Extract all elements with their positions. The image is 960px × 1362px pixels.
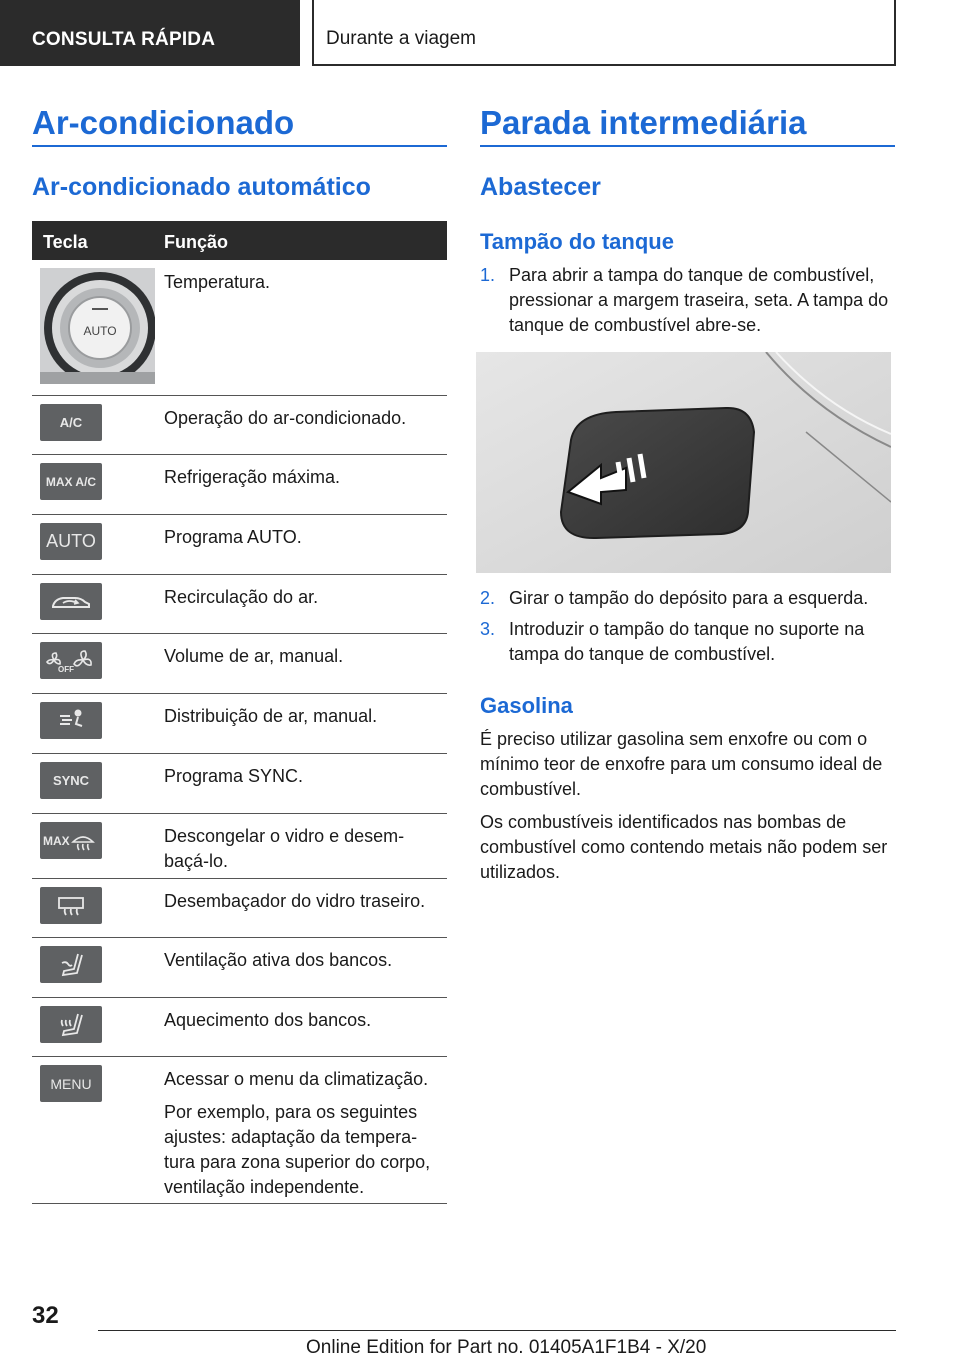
row-function: Desembaçador do vidro traseiro. [164, 891, 426, 911]
table-row [32, 814, 447, 879]
row-function: Operação do ar-condicionado. [164, 408, 407, 428]
row-function: Aquecimento dos bancos. [164, 1010, 372, 1030]
row-function: Programa AUTO. [164, 527, 302, 547]
seat-ventilation-icon [40, 946, 102, 983]
table-row [32, 694, 447, 754]
left-subtitle: Ar-condicionado automático [32, 173, 371, 201]
row-function: Distribuição de ar, manual. [164, 706, 378, 726]
seat-heating-icon [40, 1006, 102, 1043]
row-function: Descongelar o vidro e desem-baçá-lo. [164, 826, 405, 871]
row-function: Ventilação ativa dos bancos. [164, 950, 393, 970]
row-function: Recirculação do ar. [164, 587, 319, 607]
fan-off-label: OFF [58, 664, 74, 674]
right-title: Parada intermediária [480, 104, 807, 141]
sync-key-icon: SYNC [40, 762, 102, 799]
left-title: Ar-condicionado [32, 104, 295, 141]
table-header [32, 221, 447, 260]
fuel-flap-photo [476, 352, 891, 573]
menu-key-icon: MENU [40, 1065, 102, 1102]
row-function: Temperatura. [164, 272, 271, 292]
list-item: 2. Girar o tampão do depósito para a esquerda. [480, 588, 869, 608]
rear-defroster-icon [40, 887, 102, 924]
table-header-function: Função [164, 232, 229, 252]
paragraph: Os combustíveis identificados nas bombas de combustível como contendo metais não podem ser utilizados. [480, 812, 888, 882]
row-function: Programa SYNC. [164, 766, 304, 786]
header-chapter-label: Durante a viagem [326, 28, 476, 49]
table-row [32, 998, 447, 1057]
table-row [32, 455, 447, 515]
table-row [32, 879, 447, 938]
table-row [32, 260, 447, 396]
recirculation-icon [40, 583, 102, 620]
knob-label: AUTO [83, 324, 117, 338]
section-gasoline: Gasolina [480, 693, 573, 718]
table-row [32, 1057, 447, 1204]
right-subtitle: Abastecer [480, 173, 601, 201]
row-function: Refrigeração máxima. [164, 467, 341, 487]
table-header-key: Tecla [43, 232, 88, 252]
max-ac-key-icon: MAX A/C [40, 463, 102, 500]
footer-rule [98, 1330, 896, 1331]
table-row [32, 754, 447, 814]
row-function: Volume de ar, manual. [164, 646, 344, 666]
list-item: 3. Introduzir o tampão do tanque no suporte na tampa do tanque de combustível. [480, 619, 865, 664]
footer-edition: Online Edition for Part no. 01405A1F1B4 - X/20 [306, 1337, 707, 1358]
air-distribution-icon [40, 702, 102, 739]
fan-volume-icon [40, 642, 102, 679]
auto-key-icon: AUTO [40, 523, 102, 560]
table-row [32, 938, 447, 998]
list-item: 1. Para abrir a tampa do tanque de combustível, pressionar a margem traseira, seta. A tampa do tanque de combustível abre-se. [480, 265, 889, 335]
table-row [32, 634, 447, 694]
table-row [32, 515, 447, 575]
max-defrost-icon: MAX [40, 822, 102, 859]
header-chapter-tab [312, 0, 896, 66]
climate-keys-table [32, 221, 447, 1204]
paragraph: É preciso utilizar gasolina sem enxofre ou com o mínimo teor de enxofre para um consumo ideal de combustível. [480, 729, 883, 799]
temperature-knob-icon [40, 268, 155, 384]
header-section-label: CONSULTA RÁPIDA [32, 29, 216, 50]
section-fuel-cap: Tampão do tanque [480, 229, 674, 254]
header-section-tab [0, 0, 300, 66]
table-row [32, 575, 447, 634]
left-title-rule [32, 145, 447, 147]
page-number: 32 [32, 1302, 59, 1329]
row-function: Acessar o menu da climatização. Por exemplo, para os seguintes ajustes: adaptação da tempera-tura para zona superior do corpo, ventilação independente. [164, 1069, 431, 1197]
table-row [32, 396, 447, 455]
right-title-rule [480, 145, 895, 147]
ac-key-icon: A/C [40, 404, 102, 441]
